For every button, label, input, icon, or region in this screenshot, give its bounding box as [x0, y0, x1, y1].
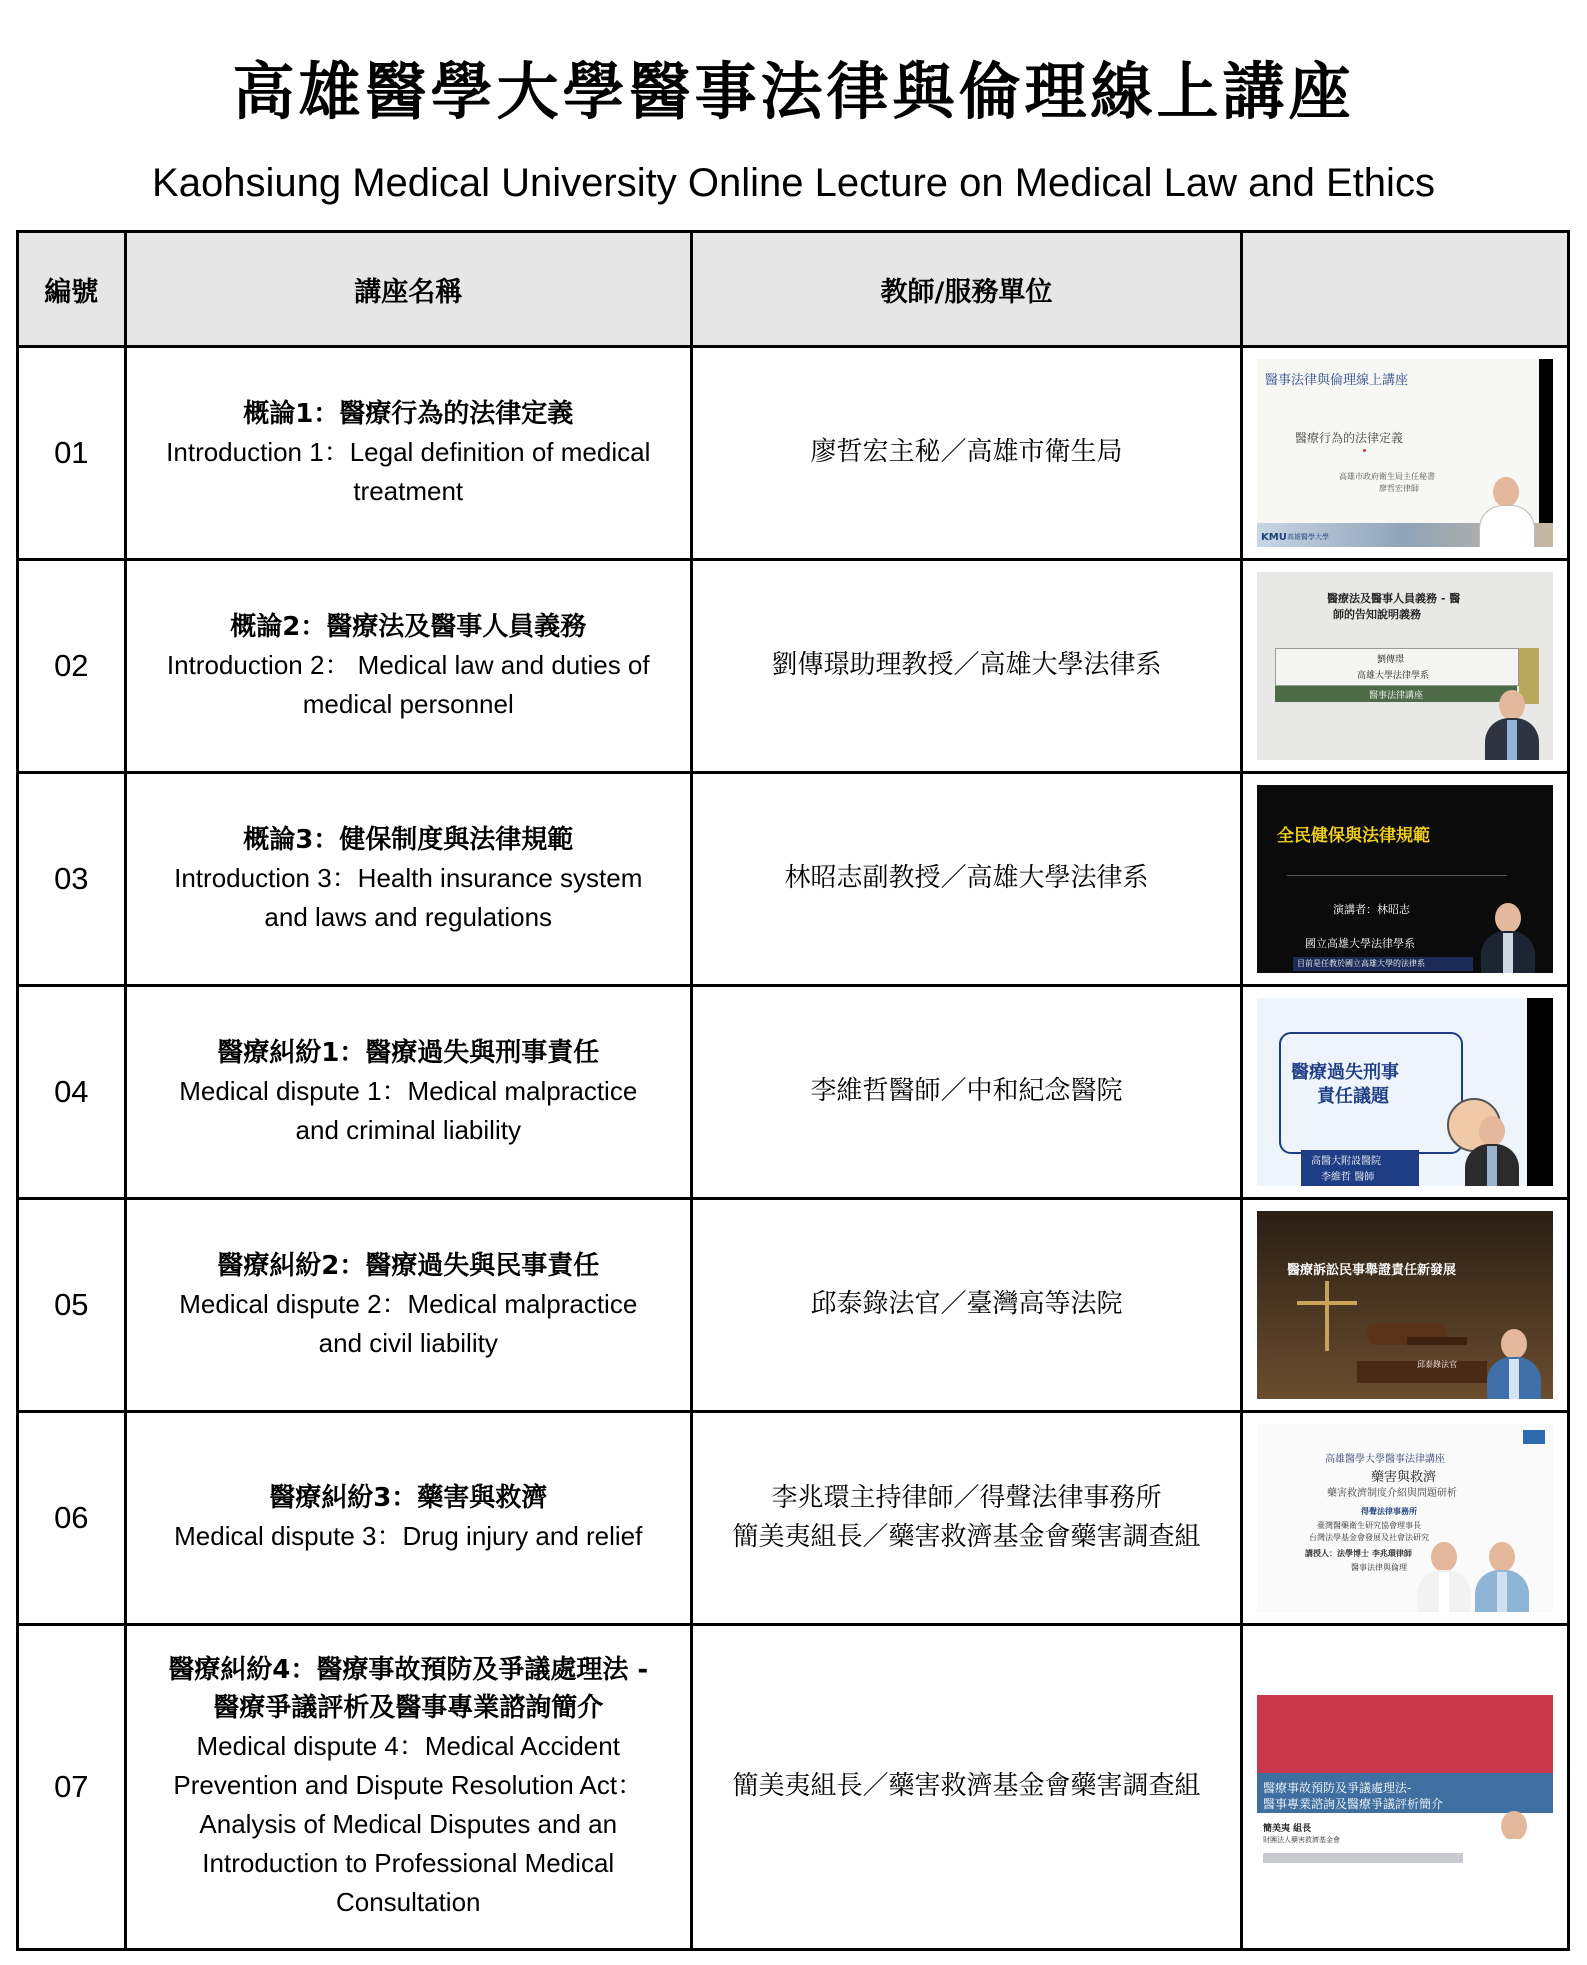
lecture-number: 04 — [18, 985, 126, 1198]
presenter-figure — [1417, 1542, 1471, 1612]
teacher-unit: 簡美夷組長／藥害救濟基金會藥害調查組 — [732, 1771, 1201, 1802]
lecture-number: 06 — [18, 1411, 126, 1624]
thumbnail-text: 劉傳璟 — [1377, 654, 1405, 665]
lecture-number: 07 — [18, 1624, 126, 1949]
thumbnail-text: KMU — [1261, 531, 1287, 543]
lecture-name-en: Analysis of Medical Disputes and an — [199, 1809, 618, 1840]
presenter-figure — [1475, 1542, 1529, 1612]
thumbnail-text: 責任議題 — [1317, 1085, 1390, 1107]
lecture-number: 05 — [18, 1198, 126, 1411]
video-thumbnail[interactable] — [1257, 1693, 1553, 1881]
teacher-cell — [691, 1411, 1241, 1624]
lecture-name-cell — [125, 1624, 691, 1949]
presenter-figure — [1485, 690, 1539, 760]
teacher-cell — [691, 1198, 1241, 1411]
presenter-figure — [1487, 1329, 1541, 1399]
thumbnail-text: 李維哲 醫師 — [1321, 1171, 1375, 1183]
teacher-cell — [691, 347, 1241, 560]
lecture-name-zh: 概論3：健保制度與法律規範 — [243, 824, 574, 855]
header-number: 編號 — [18, 232, 126, 347]
presenter-figure — [1479, 477, 1533, 547]
table-row — [18, 1624, 1569, 1949]
lecture-name-en: Medical dispute 2：Medical malpractice — [179, 1288, 638, 1319]
table-row — [18, 347, 1569, 560]
lecture-name-en: medical personnel — [302, 688, 514, 719]
thumbnail-text: 藥害救濟制度介紹與問題研析 — [1327, 1487, 1458, 1499]
table-row — [18, 1411, 1569, 1624]
teacher-unit: 林昭志副教授／高雄大學法律系 — [784, 863, 1149, 894]
thumbnail-text: 廖哲宏律師 — [1379, 483, 1420, 493]
thumbnail-cell — [1242, 985, 1569, 1198]
thumbnail-text: 目前是任教於國立高雄大學的法律系 — [1297, 958, 1426, 968]
thumbnail-cell — [1242, 1198, 1569, 1411]
page-title: 高雄醫學大學醫事法律與倫理線上講座 — [232, 55, 1355, 128]
thumbnail-text: 醫事專業諮詢及醫療爭議評析簡介 — [1263, 1796, 1444, 1811]
thumbnail-text: 高雄大學法律學系 — [1357, 670, 1430, 681]
table-row — [18, 985, 1569, 1198]
thumbnail-text: 得聲法律事務所 — [1361, 1506, 1418, 1516]
table-header-row — [18, 232, 1569, 347]
teacher-unit: 廖哲宏主秘／高雄市衛生局 — [810, 437, 1123, 468]
lecture-name-zh: 醫療糾紛2：醫療過失與民事責任 — [217, 1250, 600, 1281]
teacher-cell — [691, 1624, 1241, 1949]
video-thumbnail[interactable] — [1257, 998, 1553, 1186]
lecture-name-cell — [125, 559, 691, 772]
header-thumbnail — [1242, 232, 1569, 347]
lecture-name-cell — [125, 1411, 691, 1624]
thumbnail-text: 藥害與救濟 — [1371, 1469, 1437, 1485]
table-row — [18, 772, 1569, 985]
thumbnail-text: 醫療過失刑事 — [1291, 1061, 1400, 1083]
lecture-name-zh: 概論2：醫療法及醫事人員義務 — [230, 611, 587, 642]
lecture-name-zh: 醫療爭議評析及醫事專業諮詢簡介 — [213, 1693, 604, 1724]
lecture-number: 01 — [18, 347, 126, 560]
header-teacher: 教師/服務單位 — [691, 232, 1241, 347]
teacher-unit: 李維哲醫師／中和紀念醫院 — [810, 1076, 1123, 1107]
thumbnail-text: 醫療行為的法律定義 — [1295, 430, 1404, 445]
lecture-name-en: Introduction 1：Legal definition of medical — [166, 436, 651, 467]
lecture-name-en: Consultation — [335, 1887, 481, 1918]
thumbnail-text: 講授人：法學博士 李兆環律師 — [1305, 1548, 1412, 1558]
teacher-unit: 李兆環主持律師／得聲法律事務所 — [771, 1482, 1162, 1513]
presenter-figure — [1487, 1811, 1541, 1881]
thumbnail-cell — [1242, 347, 1569, 560]
lecture-name-en: and laws and regulations — [264, 901, 553, 932]
thumbnail-cell — [1242, 1411, 1569, 1624]
lecture-name-en: Medical dispute 4：Medical Accident — [196, 1731, 620, 1762]
thumbnail-cell — [1242, 559, 1569, 772]
video-thumbnail[interactable] — [1257, 359, 1553, 547]
thumbnail-text: 臺灣醫藥衛生研究協會理事長 — [1317, 1520, 1422, 1530]
thumbnail-text: 醫事法律與倫理 — [1351, 1562, 1408, 1572]
lecture-name-en: Medical dispute 1：Medical malpractice — [179, 1075, 638, 1106]
presenter-figure — [1465, 1116, 1519, 1186]
thumbnail-text: 醫事法律與倫理線上講座 — [1265, 372, 1409, 388]
thumbnail-text: 醫療法及醫事人員義務 - 醫 — [1327, 591, 1461, 605]
thumbnail-text: 邱泰錄法官 — [1417, 1359, 1458, 1369]
lecture-name-en: and civil liability — [318, 1327, 498, 1358]
thumbnail-text: 高雄醫學大學 — [1287, 532, 1330, 541]
video-thumbnail[interactable] — [1257, 572, 1553, 760]
page-subtitle: Kaohsiung Medical University Online Lecture on Medical Law and Ethics — [152, 161, 1435, 205]
thumbnail-text: 高雄醫學大學醫事法律講座 — [1325, 1453, 1446, 1465]
thumbnail-text: 簡美夷 組長 — [1263, 1823, 1312, 1834]
lecture-name-en: treatment — [353, 475, 464, 506]
thumbnail-cell — [1242, 1624, 1569, 1949]
thumbnail-text: 全民健保與法律規範 — [1277, 825, 1431, 846]
video-thumbnail[interactable] — [1257, 1211, 1553, 1399]
lecture-name-zh: 醫療糾紛4：醫療事故預防及爭議處理法 - — [168, 1655, 649, 1686]
video-thumbnail[interactable] — [1257, 785, 1553, 973]
thumbnail-text: 高醫大附設醫院 — [1311, 1155, 1382, 1167]
teacher-unit: 劉傳璟助理教授／高雄大學法律系 — [771, 650, 1162, 681]
thumbnail-text: 醫事法律講座 — [1369, 690, 1424, 701]
presenter-figure — [1481, 903, 1535, 973]
lecture-number: 03 — [18, 772, 126, 985]
lecture-name-en: and criminal liability — [295, 1114, 521, 1145]
lecture-name-zh: 醫療糾紛1：醫療過失與刑事責任 — [217, 1037, 600, 1068]
lecture-table — [16, 230, 1570, 1951]
table-row — [18, 1198, 1569, 1411]
lecture-name-en: Medical dispute 3：Drug injury and relief — [174, 1521, 643, 1552]
teacher-unit: 簡美夷組長／藥害救濟基金會藥害調查組 — [732, 1521, 1201, 1552]
teacher-cell — [691, 985, 1241, 1198]
table-row — [18, 559, 1569, 772]
thumbnail-text: 醫療事故預防及爭議處理法- — [1263, 1780, 1412, 1795]
lecture-name-cell — [125, 985, 691, 1198]
lecture-name-en: Prevention and Dispute Resolution Act： — [173, 1770, 644, 1801]
thumbnail-cell — [1242, 772, 1569, 985]
thumbnail-text: 師的告知說明義務 — [1333, 607, 1422, 621]
thumbnail-text: 國立高雄大學法律學系 — [1305, 936, 1416, 950]
lecture-name-zh: 概論1：醫療行為的法律定義 — [243, 398, 574, 429]
lecture-name-cell — [125, 772, 691, 985]
thumbnail-text: 台灣法學基金會發展及社會法研究 — [1309, 1532, 1430, 1542]
teacher-cell — [691, 559, 1241, 772]
lecture-name-cell — [125, 347, 691, 560]
teacher-unit: 邱泰錄法官／臺灣高等法院 — [810, 1289, 1123, 1320]
lecture-name-cell — [125, 1198, 691, 1411]
video-thumbnail[interactable] — [1257, 1424, 1553, 1612]
thumbnail-text: 演講者：林昭志 — [1333, 902, 1411, 916]
thumbnail-text: 財團法人藥害救濟基金會 — [1263, 1835, 1341, 1844]
thumbnail-text: 醫療訴訟民事舉證責任新發展 — [1287, 1262, 1457, 1278]
lecture-name-en: Introduction 2： Medical law and duties of — [166, 649, 650, 680]
header-lecture: 講座名稱 — [125, 232, 691, 347]
teacher-cell — [691, 772, 1241, 985]
lecture-number: 02 — [18, 559, 126, 772]
lecture-name-zh: 醫療糾紛3：藥害與救濟 — [269, 1483, 548, 1514]
thumbnail-text: 高雄市政府衛生局主任秘書 — [1339, 471, 1436, 481]
lecture-name-en: Introduction to Professional Medical — [202, 1848, 615, 1879]
lecture-name-en: Introduction 3：Health insurance system — [174, 862, 643, 893]
